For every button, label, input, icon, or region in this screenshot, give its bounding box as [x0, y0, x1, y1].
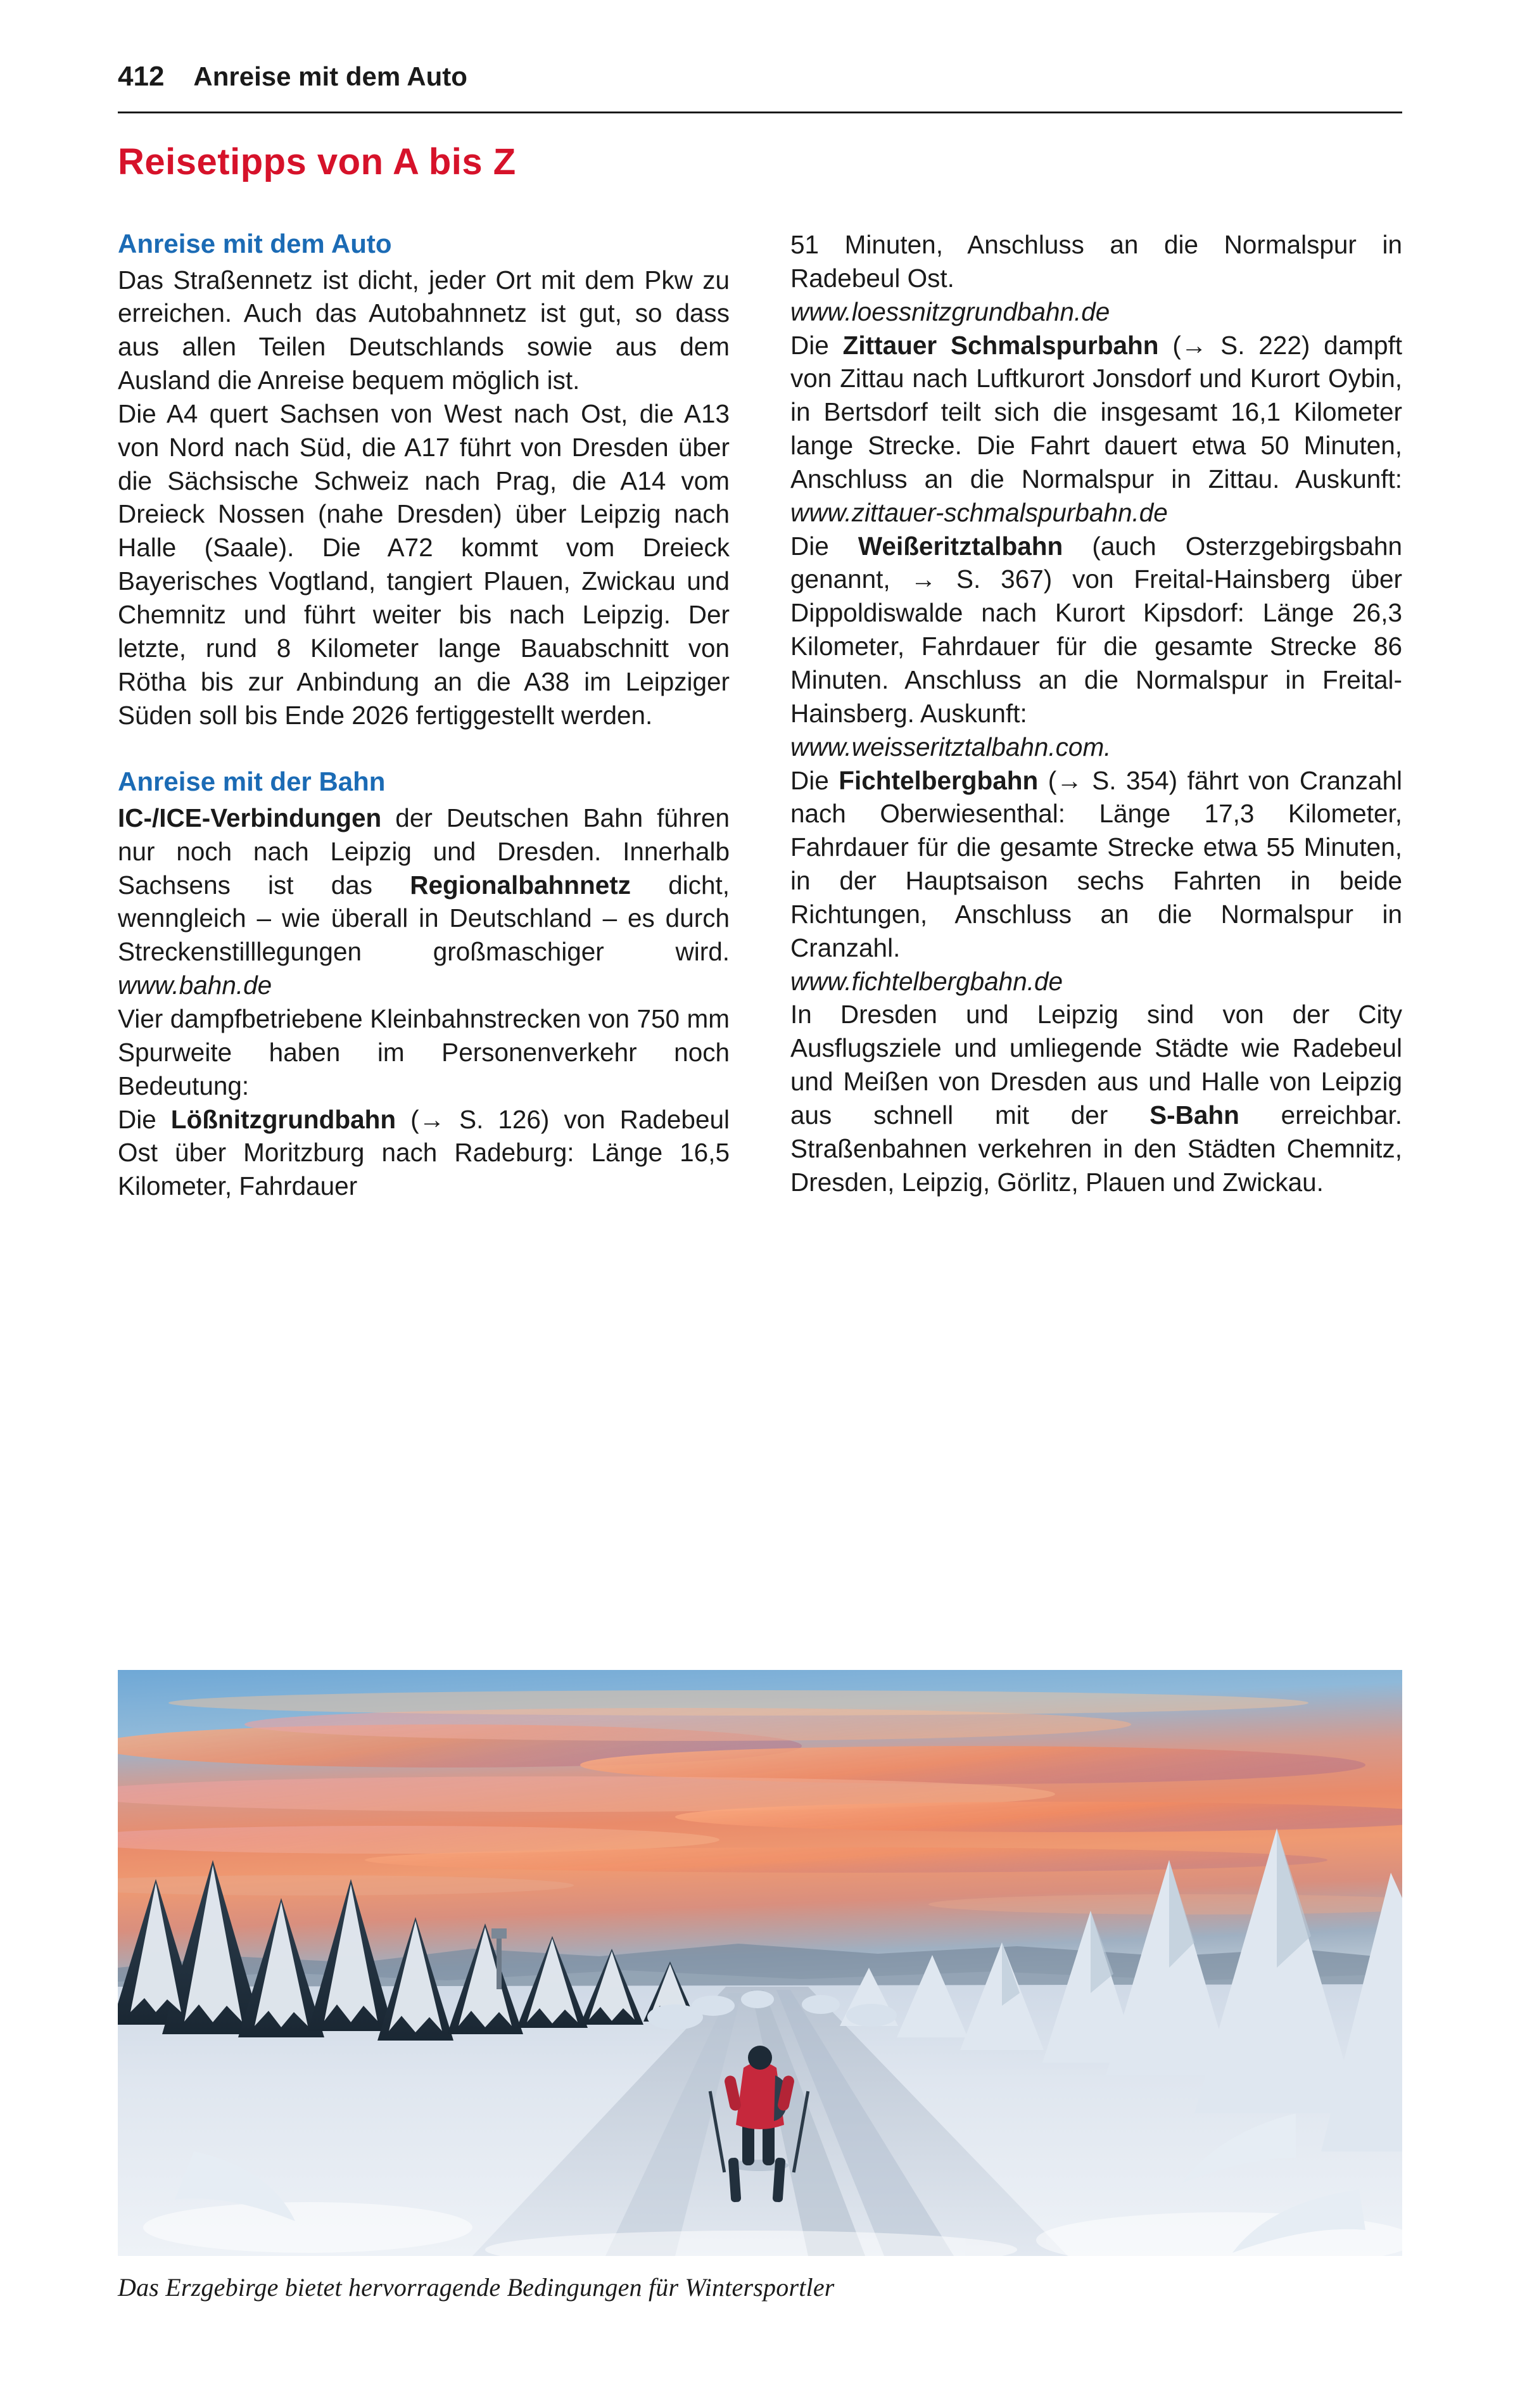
paragraph-auto-2: Die A4 quert Sachsen von West nach Ost, die A13 von Nord nach Süd, die A17 führt von Dresden über die Sächsische Schweiz nach Prag, die A14 vom Dreieck Nossen (nahe Dresden) über Leipzig nach Halle (Saale). Die A72 kommt vom Dreieck Bayerisches Vogtland, tangiert Plauen, Zwickau und Chemnitz und führt weiter bis nach Leipzig. Der letzte, rund 8 Kilometer lange Bauabschnitt von Rötha bis zur Anbindung an die A38 im Leipziger Süden soll bis Ende 2026 fertiggestellt werden. — [118, 398, 730, 730]
header-divider — [118, 111, 1402, 113]
paragraph-zittauer-part1: Die — [790, 330, 843, 360]
url-weisseritztalbahn: www.weisseritztalbahn.com. — [790, 732, 1112, 761]
page-number: 412 — [118, 61, 165, 92]
paragraph-weisseritz — [790, 530, 1402, 730]
term-fichtelbergbahn: Fichtelbergbahn — [839, 765, 1039, 795]
paragraph-bahn-3 — [118, 1103, 730, 1204]
paragraph-zittauer — [790, 329, 1402, 530]
paragraph-fichtelberg-part2: (→ S. 354) fährt von Cranzahl nach Oberwiesenthal: Länge 17,3 Kilometer, Fahrdauer für die gesamte Strecke etwa 55 Minuten, in der Hauptsaison sechs Fahrten in beide Richtungen, Anschluss an die Normalspur in Cranzahl. — [790, 765, 1402, 962]
paragraph-fichtelberg — [790, 764, 1402, 965]
url-fichtelbergbahn-line — [790, 965, 1402, 998]
figure-caption: Das Erzgebirge bietet hervorragende Bedingungen für Wintersportler — [118, 2273, 835, 2302]
running-title: Anreise mit dem Auto — [193, 61, 467, 91]
paragraph-weisseritz-part2: (auch Osterzgebirgsbahn genannt, → S. 367) von Freital-Hainsberg über Dippoldiswalde nach Kurort Kipsdorf: Länge 26,3 Kilometer, Fahrdauer für die gesamte Strecke 86 Minuten. Anschluss an die Normalspur in Freital-Hainsberg. Auskunft: — [790, 531, 1402, 728]
paragraph-bahn-1-part1: der Deutschen Bahn führen nur noch nach Leipzig und Dresden. Innerhalb Sachsens ist das — [118, 803, 730, 900]
term-ic-ice: IC-/ICE-Verbindungen — [118, 803, 382, 832]
winter-landscape-illustration — [118, 1670, 1402, 2256]
paragraph-bahn-3-part2: (→ S. 126) von Radebeul Ost über Moritzburg nach Radeburg: Länge 16,5 Kilometer, Fahrdauer — [118, 1104, 730, 1201]
left-column — [118, 228, 730, 1203]
paragraph-weisseritz-part1: Die — [790, 531, 858, 561]
paragraph-sbahn — [790, 998, 1402, 1199]
right-column — [790, 228, 1402, 1199]
url-loessnitzgrundbahn-line — [790, 295, 1402, 329]
figure — [118, 1670, 1402, 2302]
paragraph-right-1: 51 Minuten, Anschluss an die Normalspur in Radebeul Ost. — [790, 230, 1402, 293]
paragraph-sbahn-part2: erreichbar. Straßenbahnen verkehren in den Städten Chemnitz, Dresden, Leipzig, Görlitz, Plauen und Zwickau. — [790, 1100, 1402, 1197]
url-loessnitzgrundbahn: www.loessnitzgrundbahn.de — [790, 296, 1110, 326]
paragraph-bahn-1-part2: dicht, wenngleich – wie überall in Deutschland – es durch Streckenstilllegungen großmaschiger wird. — [118, 870, 730, 967]
term-zittauer-schmalspurbahn: Zittauer Schmalspurbahn — [842, 330, 1159, 360]
url-fichtelbergbahn: www.fichtelbergbahn.de — [790, 966, 1063, 996]
url-bahn: www.bahn.de — [118, 971, 272, 1000]
section-heading-anreise-auto: Anreise mit dem Auto — [118, 229, 392, 258]
term-weisseritztalbahn: Weißeritztalbahn — [858, 531, 1063, 561]
chapter-title: Reisetipps von A bis Z — [118, 141, 516, 182]
page-header — [118, 61, 1402, 92]
paragraph-bahn-1 — [118, 801, 730, 1002]
text-columns — [118, 228, 1402, 1653]
paragraph-fichtelberg-part1: Die — [790, 765, 839, 795]
term-loessnitzgrundbahn: Lößnitzgrundbahn — [170, 1104, 396, 1134]
term-regionalbahnnetz: Regionalbahnnetz — [410, 870, 631, 900]
paragraph-auto-1: Das Straßennetz ist dicht, jeder Ort mit dem Pkw zu erreichen. Auch das Autobahnnetz ist gut, so dass aus allen Teilen Deutschlands sowie aus dem Ausland die Anreise bequem möglich ist. — [118, 265, 730, 395]
term-s-bahn: S-Bahn — [1150, 1100, 1239, 1130]
url-zittauer-schmalspurbahn: www.zittauer-schmalspurbahn.de — [790, 497, 1168, 527]
paragraph-bahn-3-part1: Die — [118, 1104, 171, 1134]
url-weisseritztalbahn-line — [790, 730, 1402, 764]
section-heading-anreise-bahn: Anreise mit der Bahn — [118, 767, 386, 797]
paragraph-zittauer-part2: (→ S. 222) dampft von Zittau nach Luftkurort Jonsdorf und Kurort Oybin, in Bertsdorf teilt sich die insgesamt 16,1 Kilometer lange Strecke. Die Fahrt dauert etwa 50 Minuten, Anschluss an die Normalspur in Zittau. Auskunft: — [790, 330, 1402, 494]
paragraph-sbahn-part1: In Dresden und Leipzig sind von der City Ausflugsziele und umliegende Städte wie Radebeul und Meißen von Dresden aus und Halle von Leipzig aus schnell mit der — [790, 1000, 1402, 1130]
paragraph-bahn-2: Vier dampfbetriebene Kleinbahnstrecken von 750 mm Spurweite haben im Personenverkehr noch Bedeutung: — [118, 1003, 730, 1100]
photo-winter-landscape — [118, 1670, 1402, 2256]
